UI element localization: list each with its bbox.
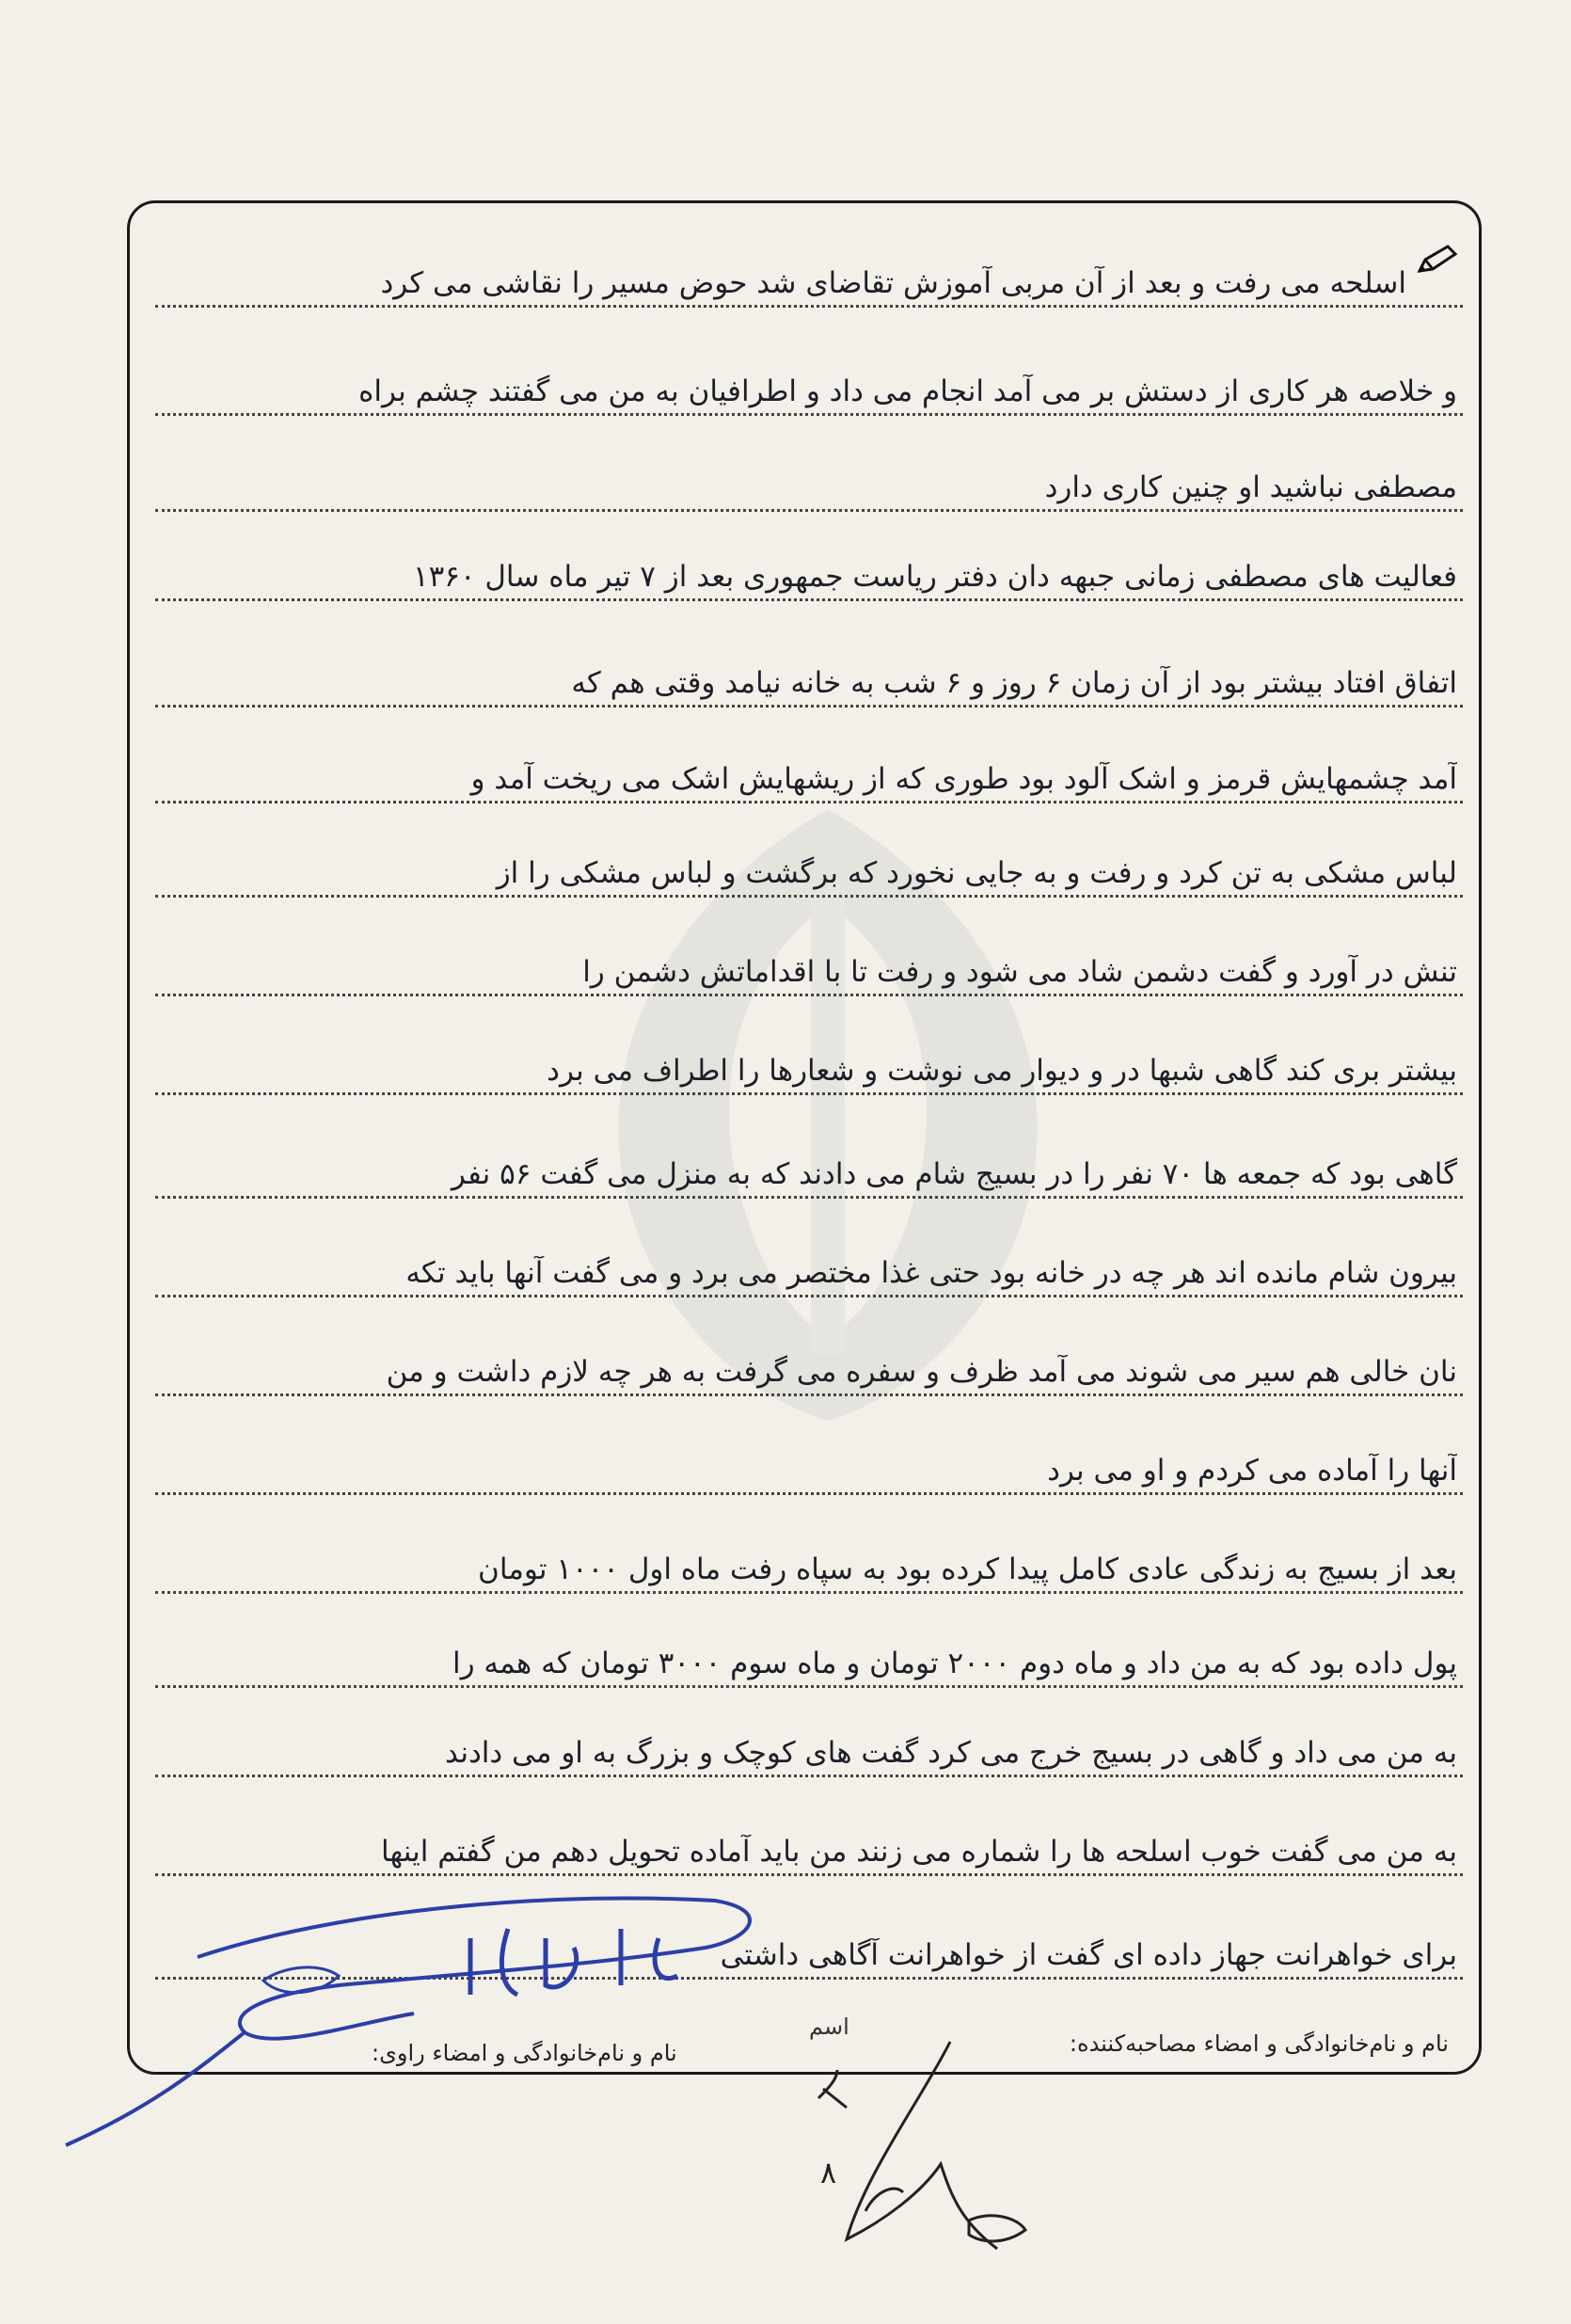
line-text: بعد از بسیج به زندگی عادی کامل پیدا کرده بود به سپاه رفت ماه اول ۱۰۰۰ تومان bbox=[478, 1552, 1457, 1586]
text-line bbox=[155, 1026, 1463, 1099]
line-text: برای خواهرانت جهاز داده ای گفت از خواهرانت آگاهی داشتی bbox=[720, 1938, 1457, 1972]
text-line bbox=[155, 734, 1463, 807]
interviewer-signature bbox=[809, 2032, 1054, 2268]
dotted-rule bbox=[155, 1492, 1463, 1495]
line-text: فعالیت های مصطفی زمانی جبهه دان دفتر ریاست جمهوری بعد از ۷ تیر ماه سال ۱۳۶۰ bbox=[412, 560, 1457, 594]
text-line bbox=[155, 1618, 1463, 1692]
handwritten-note: اسم bbox=[809, 2014, 849, 2040]
dotted-rule bbox=[155, 1775, 1463, 1777]
text-line bbox=[155, 238, 1463, 311]
text-line bbox=[155, 442, 1463, 516]
dotted-rule bbox=[155, 1295, 1463, 1297]
line-text: مصطفی نباشید او چنین کاری دارد bbox=[1044, 470, 1457, 504]
dotted-rule bbox=[155, 895, 1463, 898]
dotted-rule bbox=[155, 413, 1463, 416]
dotted-rule bbox=[155, 1393, 1463, 1396]
text-line bbox=[155, 1708, 1463, 1781]
narrator-label: نام و نام‌خانوادگی و امضاء راوی: bbox=[372, 2040, 677, 2066]
text-line bbox=[155, 1228, 1463, 1301]
dotted-rule bbox=[155, 994, 1463, 996]
text-line bbox=[155, 346, 1463, 420]
dotted-rule bbox=[155, 1685, 1463, 1688]
text-line bbox=[155, 828, 1463, 901]
dotted-rule bbox=[155, 305, 1463, 308]
line-text: آنها را آماده می کردم و او می برد bbox=[1047, 1454, 1457, 1488]
line-text: به من می داد و گاهی در بسیج خرج می کرد گفت های کوچک و بزرگ به او می دادند bbox=[445, 1736, 1457, 1770]
line-text: تنش در آورد و گفت دشمن شاد می شود و رفت تا با اقداماتش دشمن را bbox=[582, 955, 1457, 989]
dotted-rule bbox=[155, 705, 1463, 708]
line-text: نان خالی هم سیر می شوند می آمد ظرف و سفره می گرفت به هر چه لازم داشت و من bbox=[386, 1355, 1457, 1389]
dotted-rule bbox=[155, 1591, 1463, 1594]
text-line bbox=[155, 532, 1463, 605]
line-text: گاهی بود که جمعه ها ۷۰ نفر را در بسیج شام می دادند که به منزل می گفت ۵۶ نفر bbox=[451, 1157, 1457, 1191]
text-line bbox=[155, 638, 1463, 711]
text-line bbox=[155, 1327, 1463, 1400]
page-number: ۸ bbox=[820, 2155, 837, 2190]
text-line bbox=[155, 927, 1463, 1000]
line-text: آمد چشمهایش قرمز و اشک آلود بود طوری که از ریشهایش اشک می ریخت آمد و bbox=[470, 762, 1457, 796]
text-line bbox=[155, 1524, 1463, 1598]
narrator-signature bbox=[56, 1872, 771, 2155]
dotted-rule bbox=[155, 801, 1463, 804]
line-text: به من می گفت خوب اسلحه ها را شماره می زنند من باید آماده تحویل دهم من گفتم اینها bbox=[381, 1835, 1457, 1869]
line-text: و خلاصه هر کاری از دستش بر می آمد انجام می داد و اطرافیان به من می گفتند چشم براه bbox=[358, 374, 1457, 408]
dotted-rule bbox=[155, 509, 1463, 512]
line-text: اتفاق افتاد بیشتر بود از آن زمان ۶ روز و ۶ شب به خانه نیامد وقتی هم که bbox=[571, 666, 1457, 700]
text-line bbox=[155, 1425, 1463, 1499]
line-text: پول داده بود که به من داد و ماه دوم ۲۰۰۰ تومان و ماه سوم ۳۰۰۰ تومان که همه را bbox=[452, 1647, 1457, 1680]
dotted-rule bbox=[155, 598, 1463, 601]
interviewer-label: نام و نام‌خانوادگی و امضاء مصاحبه‌کننده: bbox=[1069, 2030, 1449, 2057]
text-line bbox=[155, 1807, 1463, 1880]
line-text: اسلحه می رفت و بعد از آن مربی آموزش تقاضای شد حوض مسیر را نقاشی می کرد bbox=[380, 266, 1406, 300]
line-text: لباس مشکی به تن کرد و رفت و به جایی نخورد که برگشت و لباس مشکی را از bbox=[496, 856, 1457, 890]
dotted-rule bbox=[155, 1196, 1463, 1199]
text-line bbox=[155, 1129, 1463, 1202]
dotted-rule bbox=[155, 1092, 1463, 1095]
line-text: بیشتر بری کند گاهی شبها در و دیوار می نوشت و شعارها را اطراف می برد bbox=[547, 1054, 1457, 1088]
line-text: بیرون شام مانده اند هر چه در خانه بود حتی غذا مختصر می برد و می گفت آنها باید تکه bbox=[405, 1256, 1457, 1290]
